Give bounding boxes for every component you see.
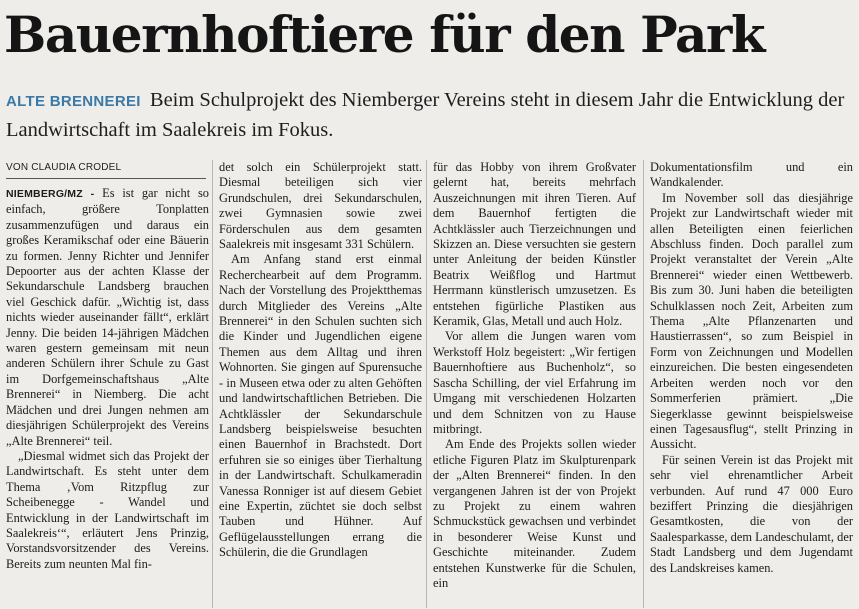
column-paragraph: Im November soll das diesjährige Projekt zur Landwirtschaft wieder mit allen Beteiligten einen feierlichen Abschluss finden. Doch parallel zum Projekt veranstaltet der Verein „Alte Brennerei“ wieder einen Wettbewerb. Bis zum 30. Juni haben die beteiligten Schulklassen noch Zeit, Arbeiten zum Thema „Alte Pflanzenarten und Haustierrassen“, so zum Beispiel in Form von Zeichnungen und Modellen einzureichen. Die besten eingesendeten Arbeiten werden noch vor den Sommerferien prämiert. „Die Siegerklasse gewinnt beispielsweise einen Tagesausflug“, stellt Prinzing in Aussicht. <box>650 190 853 452</box>
lead-kicker: ALTE BRENNEREI <box>6 93 141 110</box>
article-column-4 <box>650 160 853 576</box>
column-paragraph: Am Anfang stand erst einmal Recherchearbeit auf dem Programm. Nach der Vorstellung des Projektthemas durch Mitglieder des Vereins „Alte Brennerei“ in den Schulen suchten sich die Kinder und Jugendlichen eigene Themen aus dem Alltag und ihren Wohnorten. Sie gingen auf Spurensuche - in Museen etwa oder zu alten Gehöften und landwirtschaftlichen Betrieben. Die Achtklässler der Sekundarschule Landsberg beispielsweise besuchten einen Bauernhof in Brachstedt. Dort erfuhren sie so einiges über Tierhaltung in der Landwirtschaft. Schulkameradin Vanessa Ronniger ist auf diesem Gebiet eine Expertin, züchtet sie doch selbst Tauben und Hühner. Auf Geflügelausstellungen errang die Schülerin, die die Grundlagen <box>219 252 422 560</box>
column-paragraph <box>6 186 209 449</box>
column-paragraph: für das Hobby von ihrem Großvater gelernt hat, bereits mehrfach Auszeichnungen mit ihren Tieren. Auf dem Bauernhof fertigten die Achtklässler auch Tierzeichnungen und Skizzen an. Diese versuchten sie gestern unter Anleitung der beiden Künstler Beatrix Weißflog und Hartmut Herrmann künstlerisch umzusetzen. Es entstehen figürliche Plastiken aus Keramik, Glas, Metall und auch Holz. <box>433 160 636 329</box>
article-lead <box>6 86 856 145</box>
article-column-1 <box>6 186 209 572</box>
article-column-2 <box>219 160 422 561</box>
column-paragraph: Am Ende des Projekts sollen wieder etliche Figuren Platz im Skulpturenpark der „Alten Brennerei“ finden. In den vergangenen Jahren ist der von Projekt zu Projekt zu einem wahren Schmuckstück gewachsen und verbindet in besonderer Weise Kunst und Geschichte miteinander. Zudem entstehen Kunstwerke für die Schulen, ein <box>433 437 636 590</box>
lead-text: Beim Schulprojekt des Niemberger Vereins steht in diesem Jahr die Entwicklung der Landwirtschaft im Saalekreis im Fokus. <box>6 89 845 141</box>
column-paragraph: Vor allem die Jungen waren vom Werkstoff Holz begeistert: „Wir fertigen Bauernhoftiere aus Buchenholz“, so Sascha Schilling, der viel Erfahrung im Umgang mit verschiedenen Holzarten und dem Schnitzen von zu Hause mitbringt. <box>433 329 636 436</box>
paragraph-text: Es ist gar nicht so einfach, größere Tonplatten zusammenzufügen und daraus ein großes Keramikschaf oder eine Bäuerin zu formen. Jenny Richter und Jennifer Depoorter aus der achten Klasse der Sekundarschule Landsberg brauchen viel Geschick dafür. „Wichtig ist, dass nichts wieder auseinander fällt“, erklärt Jenny. Die beiden 14-jährigen Mädchen waren gestern gemeinsam mit neun anderen Schülern ihrer Schule zu Gast im Dorfgemeinschaftshaus „Alte Brennerei“ in Niemberg. Die acht Mädchen und drei Jungen nehmen am diesjährigen Schülerprojekt des Vereins „Alte Brennerei“ teil. <box>6 186 209 448</box>
column-paragraph: „Diesmal widmet sich das Projekt der Landwirtschaft. Es steht unter dem Thema ‚Vom Ritzpflug zur Scheibenegge - Wandel und Entwicklung in der Landwirtschaft im Saalekreis‘“, erläutert Jens Prinzig, Vorstandsvorsitzender des Vereins. Bereits zum neunten Mal fin- <box>6 448 209 571</box>
column-divider <box>426 160 427 608</box>
column-paragraph: Für seinen Verein ist das Projekt mit sehr viel ehrenamtlicher Arbeit verbunden. Auf rund 47 000 Euro beziffert Prinzing die diesjährigen Gesamtkosten, die von der Saalesparkasse, dem Landeschulamt, der Stadt Landsberg und dem Jugendamt des Landskreises kamen. <box>650 452 853 575</box>
article-column-3 <box>433 160 636 591</box>
article-headline: Bauernhoftiere für den Park <box>4 5 765 64</box>
column-divider <box>643 160 644 608</box>
column-divider <box>212 160 213 608</box>
column-paragraph: Dokumentationsfilm und ein Wandkalender. <box>650 160 853 190</box>
location-tag: NIEMBERG/MZ - <box>6 188 95 200</box>
byline: VON CLAUDIA CRODEL <box>6 162 122 173</box>
byline-rule <box>6 178 206 179</box>
column-paragraph: det solch ein Schülerprojekt statt. Diesmal beteiligen sich vier Grundschulen, drei Sekundarschulen, zwei Gymnasien sowie zwei Förderschulen aus dem gesamten Saalekreis mit insgesamt 331 Schülern. <box>219 160 422 252</box>
